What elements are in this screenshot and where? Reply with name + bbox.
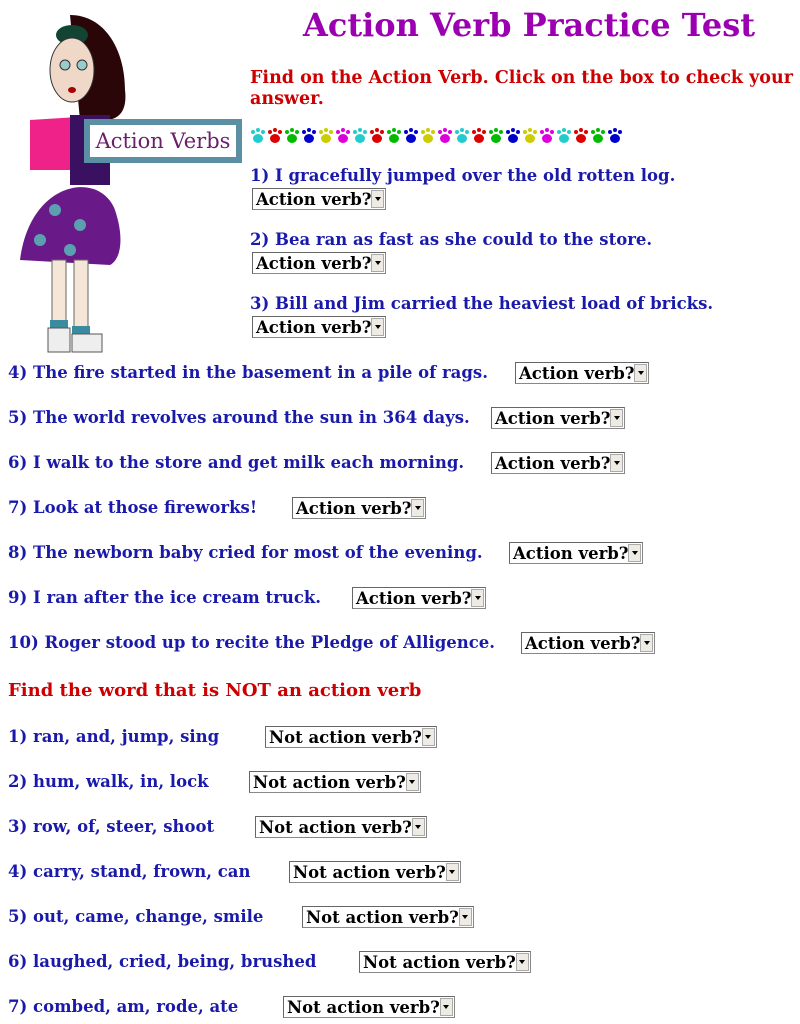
paw-print-icon [505, 128, 521, 144]
paw-print-icon [284, 128, 300, 144]
select-value: Action verb? [525, 633, 641, 653]
chevron-down-icon[interactable] [610, 454, 623, 472]
chevron-down-icon[interactable] [446, 863, 459, 881]
select-value: Not action verb? [363, 952, 516, 972]
section2-heading: Find the word that is NOT an action verb [8, 680, 422, 701]
section1-answer-select-9[interactable] [352, 587, 486, 609]
chevron-down-icon[interactable] [422, 728, 435, 746]
paw-print-icon [250, 128, 266, 144]
chevron-down-icon[interactable] [640, 634, 653, 652]
paw-print-icon [590, 128, 606, 144]
action-verbs-sign: Action Verbs [84, 119, 242, 163]
section2-question-2: 2) hum, walk, in, lock [8, 772, 209, 791]
paw-print-icon [471, 128, 487, 144]
paw-print-icon [607, 128, 623, 144]
paw-print-icon [539, 128, 555, 144]
section1-question-8: 8) The newborn baby cried for most of the evening. [8, 543, 483, 562]
chevron-down-icon[interactable] [371, 318, 384, 336]
select-value: Action verb? [256, 317, 372, 337]
section2-answer-select-5[interactable] [302, 906, 474, 928]
section1-answer-select-7[interactable] [292, 497, 426, 519]
section1-answer-select-2[interactable] [252, 252, 386, 274]
section2-answer-select-4[interactable] [289, 861, 461, 883]
section1-answer-select-4[interactable] [515, 362, 649, 384]
chevron-down-icon[interactable] [628, 544, 641, 562]
section2-question-5: 5) out, came, change, smile [8, 907, 264, 926]
select-value: Not action verb? [293, 862, 446, 882]
paw-print-icon [352, 128, 368, 144]
instructions: Find on the Action Verb. Click on the box to check your answer. [250, 68, 793, 109]
paw-print-icon [369, 128, 385, 144]
chevron-down-icon[interactable] [516, 953, 529, 971]
paw-print-icon [386, 128, 402, 144]
section1-answer-select-6[interactable] [491, 452, 625, 474]
select-value: Action verb? [519, 363, 635, 383]
section2-answer-select-7[interactable] [283, 996, 455, 1018]
select-value: Not action verb? [306, 907, 459, 927]
section2-question-1: 1) ran, and, jump, sing [8, 727, 220, 746]
chevron-down-icon[interactable] [610, 409, 623, 427]
section2-question-6: 6) laughed, cried, being, brushed [8, 952, 317, 971]
paw-print-icon [403, 128, 419, 144]
section2-answer-select-6[interactable] [359, 951, 531, 973]
paw-print-icon [573, 128, 589, 144]
section1-answer-select-10[interactable] [521, 632, 655, 654]
paw-print-icon [522, 128, 538, 144]
chevron-down-icon[interactable] [371, 190, 384, 208]
paw-print-divider [250, 128, 623, 144]
select-value: Action verb? [256, 253, 372, 273]
section2-answer-select-2[interactable] [249, 771, 421, 793]
chevron-down-icon[interactable] [371, 254, 384, 272]
chevron-down-icon[interactable] [412, 818, 425, 836]
paw-print-icon [556, 128, 572, 144]
paw-print-icon [420, 128, 436, 144]
section2-answer-select-1[interactable] [265, 726, 437, 748]
chevron-down-icon[interactable] [459, 908, 472, 926]
chevron-down-icon[interactable] [406, 773, 419, 791]
select-value: Action verb? [356, 588, 472, 608]
section1-question-6: 6) I walk to the store and get milk each morning. [8, 453, 465, 472]
section2-question-3: 3) row, of, steer, shoot [8, 817, 215, 836]
select-value: Action verb? [495, 453, 611, 473]
paw-print-icon [454, 128, 470, 144]
paw-print-icon [267, 128, 283, 144]
section1-question-1: 1) I gracefully jumped over the old rotten log. [250, 166, 676, 185]
select-value: Not action verb? [287, 997, 440, 1017]
chevron-down-icon[interactable] [634, 364, 647, 382]
paw-print-icon [335, 128, 351, 144]
section1-question-9: 9) I ran after the ice cream truck. [8, 588, 322, 607]
paw-print-icon [437, 128, 453, 144]
section1-answer-select-1[interactable] [252, 188, 386, 210]
section1-answer-select-5[interactable] [491, 407, 625, 429]
chevron-down-icon[interactable] [411, 499, 424, 517]
section1-question-3: 3) Bill and Jim carried the heaviest load of bricks. [250, 294, 714, 313]
select-value: Not action verb? [259, 817, 412, 837]
chevron-down-icon[interactable] [471, 589, 484, 607]
section1-answer-select-8[interactable] [509, 542, 643, 564]
paw-print-icon [301, 128, 317, 144]
paw-print-icon [488, 128, 504, 144]
paw-print-icon [318, 128, 334, 144]
section1-question-7: 7) Look at those fireworks! [8, 498, 258, 517]
section1-question-2: 2) Bea ran as fast as she could to the store. [250, 230, 653, 249]
select-value: Not action verb? [253, 772, 406, 792]
page-title: Action Verb Practice Test [303, 6, 755, 44]
section2-question-7: 7) combed, am, rode, ate [8, 997, 239, 1016]
section1-answer-select-3[interactable] [252, 316, 386, 338]
select-value: Action verb? [256, 189, 372, 209]
girl-illustration [10, 10, 130, 360]
section1-question-5: 5) The world revolves around the sun in 364 days. [8, 408, 470, 427]
select-value: Action verb? [513, 543, 629, 563]
select-value: Action verb? [495, 408, 611, 428]
section2-question-4: 4) carry, stand, frown, can [8, 862, 251, 881]
section2-answer-select-3[interactable] [255, 816, 427, 838]
section1-question-4: 4) The fire started in the basement in a pile of rags. [8, 363, 488, 382]
select-value: Action verb? [296, 498, 412, 518]
chevron-down-icon[interactable] [440, 998, 453, 1016]
section1-question-10: 10) Roger stood up to recite the Pledge of Alligence. [8, 633, 496, 652]
select-value: Not action verb? [269, 727, 422, 747]
